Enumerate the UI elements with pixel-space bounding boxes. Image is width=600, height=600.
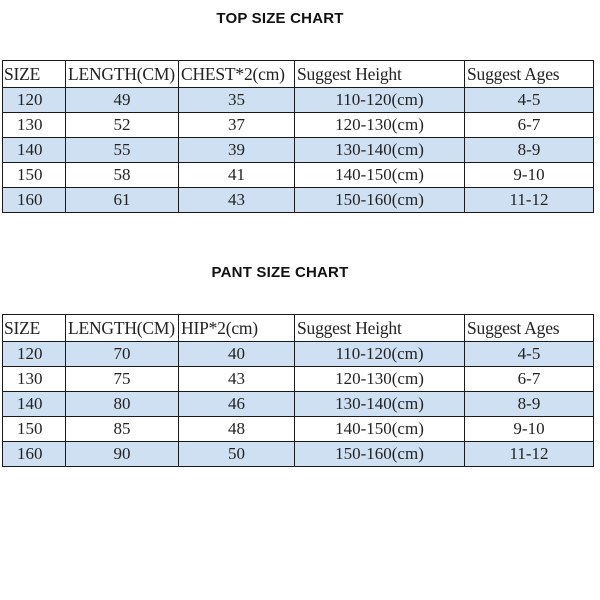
header-suggest-height: Suggest Height: [295, 315, 465, 342]
cell-height: 150-160(cm): [295, 442, 465, 467]
cell-height: 110-120(cm): [295, 88, 465, 113]
cell-height: 110-120(cm): [295, 342, 465, 367]
header-chest: CHEST*2(cm): [179, 61, 295, 88]
cell-height: 120-130(cm): [295, 367, 465, 392]
cell-size: 150: [3, 163, 66, 188]
cell-height: 140-150(cm): [295, 163, 465, 188]
table-row: [3, 138, 594, 163]
cell-length: 52: [66, 113, 179, 138]
top-size-table: [2, 60, 594, 213]
header-length: LENGTH(CM): [66, 315, 179, 342]
cell-ages: 4-5: [465, 342, 594, 367]
cell-hip: 40: [179, 342, 295, 367]
cell-ages: 6-7: [465, 113, 594, 138]
cell-ages: 6-7: [465, 367, 594, 392]
cell-hip: 48: [179, 417, 295, 442]
table-row: [3, 188, 594, 213]
cell-chest: 37: [179, 113, 295, 138]
header-suggest-ages: Suggest Ages: [465, 61, 594, 88]
cell-ages: 4-5: [465, 88, 594, 113]
cell-chest: 43: [179, 188, 295, 213]
cell-height: 140-150(cm): [295, 417, 465, 442]
table-row: [3, 392, 594, 417]
table-row: [3, 342, 594, 367]
cell-ages: 11-12: [465, 188, 594, 213]
cell-length: 58: [66, 163, 179, 188]
table-header-row: [3, 61, 594, 88]
cell-length: 80: [66, 392, 179, 417]
cell-length: 61: [66, 188, 179, 213]
cell-length: 85: [66, 417, 179, 442]
cell-height: 130-140(cm): [295, 392, 465, 417]
cell-size: 150: [3, 417, 66, 442]
table-row: [3, 163, 594, 188]
cell-ages: 9-10: [465, 417, 594, 442]
table-header-row: [3, 315, 594, 342]
cell-size: 160: [3, 188, 66, 213]
cell-chest: 41: [179, 163, 295, 188]
header-size: SIZE: [3, 61, 66, 88]
header-suggest-ages: Suggest Ages: [465, 315, 594, 342]
header-hip: HIP*2(cm): [179, 315, 295, 342]
cell-ages: 8-9: [465, 392, 594, 417]
cell-chest: 35: [179, 88, 295, 113]
top-size-chart-title: TOP SIZE CHART: [216, 10, 344, 27]
cell-hip: 46: [179, 392, 295, 417]
cell-height: 120-130(cm): [295, 113, 465, 138]
pant-size-chart-title: PANT SIZE CHART: [211, 264, 349, 281]
cell-length: 75: [66, 367, 179, 392]
cell-size: 120: [3, 342, 66, 367]
table-row: [3, 417, 594, 442]
header-length: LENGTH(CM): [66, 61, 179, 88]
cell-hip: 43: [179, 367, 295, 392]
table-row: [3, 88, 594, 113]
cell-ages: 9-10: [465, 163, 594, 188]
table-row: [3, 113, 594, 138]
cell-height: 130-140(cm): [295, 138, 465, 163]
cell-length: 49: [66, 88, 179, 113]
cell-chest: 39: [179, 138, 295, 163]
cell-size: 120: [3, 88, 66, 113]
cell-size: 160: [3, 442, 66, 467]
cell-size: 140: [3, 392, 66, 417]
cell-length: 55: [66, 138, 179, 163]
cell-ages: 11-12: [465, 442, 594, 467]
cell-size: 130: [3, 113, 66, 138]
table-row: [3, 367, 594, 392]
cell-length: 70: [66, 342, 179, 367]
cell-length: 90: [66, 442, 179, 467]
cell-height: 150-160(cm): [295, 188, 465, 213]
cell-ages: 8-9: [465, 138, 594, 163]
header-size: SIZE: [3, 315, 66, 342]
header-suggest-height: Suggest Height: [295, 61, 465, 88]
pant-size-table: [2, 314, 594, 467]
cell-hip: 50: [179, 442, 295, 467]
table-row: [3, 442, 594, 467]
cell-size: 130: [3, 367, 66, 392]
cell-size: 140: [3, 138, 66, 163]
